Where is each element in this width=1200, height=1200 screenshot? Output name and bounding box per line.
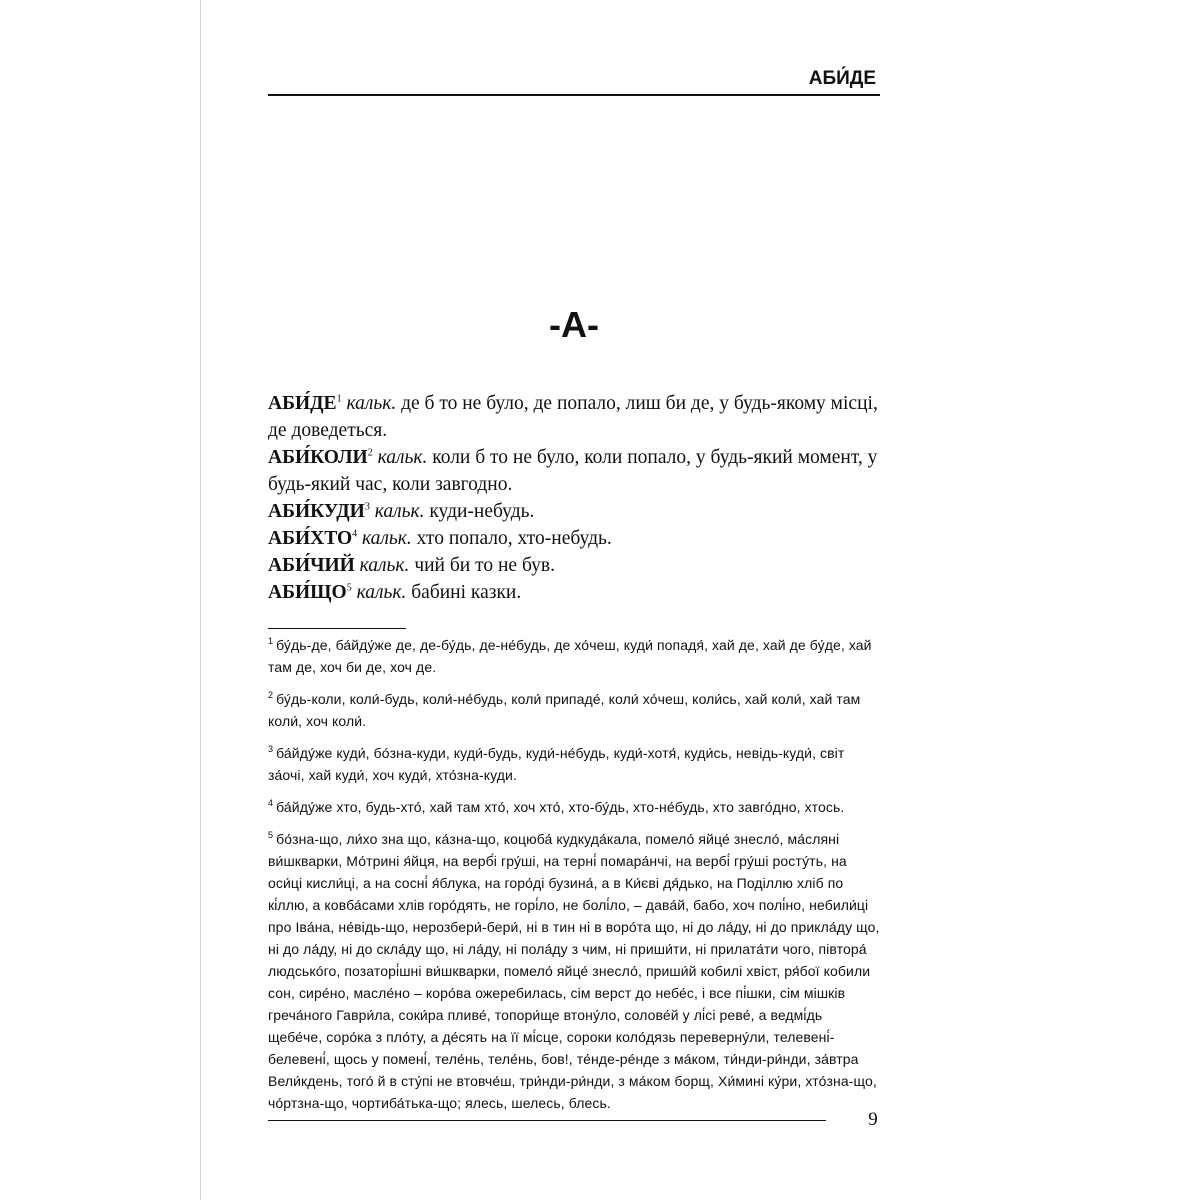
entry-abbreviation: кальк. (377, 447, 428, 468)
entry-definition: хто попало, хто-небудь. (416, 528, 612, 549)
page-gutter-line (200, 0, 201, 1200)
letter-section-heading: -A- (549, 304, 599, 345)
footnotes (268, 634, 880, 1124)
footnote (268, 796, 880, 818)
entry-headword: АБИ́КУДИ (268, 501, 365, 522)
footnote-number: 4 (268, 798, 274, 809)
footnote-number: 2 (268, 690, 274, 701)
dictionary-entry (268, 444, 880, 498)
footnote-text: бу́дь-де, ба́йду́же де, де-бу́дь, де-не́будь, де хо́чеш, куди́ попадя́, хай де, хай де бу́де, хай там де, хоч би де, хоч де. (268, 637, 872, 675)
entry-abbreviation: кальк. (374, 501, 425, 522)
footnote-text: бу́дь-коли, коли́-будь, коли́-не́будь, коли́ припаде́, коли́ хо́чеш, коли́сь, хай коли́, хай там коли́, хоч коли́. (268, 691, 861, 729)
entry-headword: АБИ́ХТО (268, 528, 353, 549)
footnote-number: 3 (268, 744, 274, 755)
entry-definition: чий би то не був. (414, 555, 555, 576)
entry-headword: АБИ́ДЕ (268, 393, 337, 414)
footnote-reference: 3 (364, 501, 370, 513)
footnote-number: 5 (268, 830, 274, 841)
footnote-number: 1 (268, 636, 274, 647)
footnote (268, 742, 880, 786)
page-number: 9 (868, 1109, 878, 1130)
footnote-reference: 4 (352, 528, 358, 540)
entry-definition: де б то не було, де попало, лиш би де, у будь-якому місці, де доведеться. (268, 393, 878, 441)
footnote-text: ба́йду́же куди́, бо́зна-куди, куди́-будь, куди́-не́будь, куди́-хотя́, куди́сь, невідь-куди́, світ за́очі, хай куди́, хоч куди́, хто́зна-куди. (268, 745, 845, 783)
entry-definition: коли б то не було, коли попало, у будь-який момент, у будь-який час, коли завгодно. (268, 447, 878, 495)
entry-abbreviation: кальк. (359, 555, 410, 576)
dictionary-entries (268, 390, 880, 606)
entry-headword: АБИ́ЧИЙ (268, 555, 355, 576)
footnote (268, 828, 880, 1114)
entry-abbreviation: кальк. (346, 393, 397, 414)
entry-abbreviation: кальк. (356, 582, 407, 603)
dictionary-entry (268, 498, 880, 525)
entry-abbreviation: кальк. (362, 528, 412, 549)
entry-definition: куди-небудь. (429, 501, 535, 522)
footnote-reference: 2 (367, 447, 373, 459)
dictionary-entry (268, 525, 880, 552)
running-head (268, 64, 880, 96)
footnote (268, 688, 880, 732)
footnote-text: бо́зна-що, ли́хо зна що, ка́зна-що, коцюба́ кудкуда́кала, помело́ яйце́ знесло́, ма́сляні ви́шкварки, Мо́трині я́йця, на верб́і гру́ші, на терні́ помара́нчі, на вербі́ гру́ші росту́ть, на оси́ці кисли́ці, а на сосні́ я́блука, на горо́ді бузина́, а в Ки́єві дя́дько, на Поділлю хліб по кі́ллю, а ковба́сами хлів горо́дять, не горі́ло, не болі́ло, – дава́й, бабо, хоч полі́но, небили́ці про Іва́на, не́відь-що, нерозбери́-бери́, ні в тин ні в воро́та що, ні до ла́ду, ні до прикла́ду що, ні до ла́ду, ні до скла́ду що, ні ла́ду, ні пола́ду з чим, ні приши́ти, ні прилата́ти чого, півтора́ людсько́го, позаторі́шні ви́шкварки, помело́ яйце́ знесло́, приши́й кобилі хвіст, ря́бої кобили сон, сире́но, масле́но – коро́ва ожеребилась, сім верст до небе́с, і все пі́шки, сім мішків греча́ного Гаври́ла, соки́ра пливе́, топори́ще втону́ло, солове́й у лі́сі реве́, а ведмі́дь щебе́че, соро́ка з пло́ту, а де́сять на її мі́сце, сороки коло́дязь переверну́ли, телевені́-белевені́, щось у помені́, теле́нь, теле́нь, бов!, те́нде-ре́нде з ма́ком, ти́нди-ри́нди, за́втра Вели́кдень, того́ й в сту́пі не втовче́ш, три́нди-ри́нди, з ма́ком борщ, Хи́мині ку́ри, хто́зна-що, чо́ртзна-що, чортиба́тька-що; ялесь, шелесь, блесь. (268, 831, 880, 1111)
footer-rule (268, 1120, 826, 1121)
entry-headword: АБИ́ЩО (268, 582, 347, 603)
entry-headword: АБИ́КОЛИ (268, 447, 368, 468)
dictionary-entry (268, 390, 880, 444)
footnote-text: ба́йду́же хто, будь-хто́, хай там хто́, хоч хто́, хто-бу́дь, хто-не́будь, хто завго́дно, хтось. (276, 799, 845, 815)
book-page (268, 0, 880, 1200)
footnote-separator (268, 628, 406, 629)
dictionary-entry (268, 552, 880, 579)
entry-definition: бабині казки. (411, 582, 522, 603)
footnote-reference: 5 (346, 582, 352, 594)
footnote-reference: 1 (336, 393, 342, 405)
footnote (268, 634, 880, 678)
running-head-text: АБИ́ДЕ (808, 68, 876, 89)
dictionary-entry (268, 579, 880, 606)
